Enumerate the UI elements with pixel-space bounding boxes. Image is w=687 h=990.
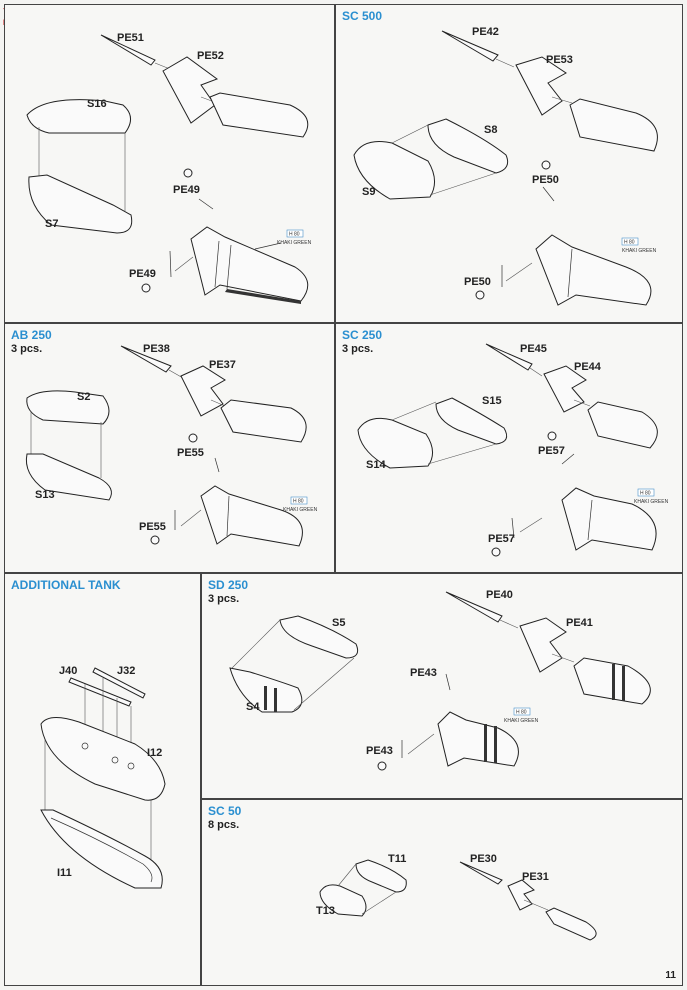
sd250-diagram xyxy=(202,574,684,800)
label-i12: I12 xyxy=(147,747,163,759)
label-s5: S5 xyxy=(332,617,346,629)
label-pe41: PE41 xyxy=(566,617,593,629)
label-pe38: PE38 xyxy=(143,343,170,355)
label-pe45: PE45 xyxy=(520,343,547,355)
pe52-bomb-body xyxy=(210,93,308,137)
sc250-bomb-body xyxy=(588,402,657,448)
panel-qty-sc250: 3 pcs. xyxy=(342,343,374,355)
color-code-sc500: H 80 xyxy=(624,239,635,246)
pe30-part xyxy=(460,862,502,884)
pe43-locator-icon xyxy=(378,762,386,770)
tank-diagram xyxy=(5,574,202,987)
label-pe43: PE43 xyxy=(410,667,437,679)
pe55-locator-icon xyxy=(189,434,197,442)
panel-title-tank: ADDITIONAL TANK xyxy=(11,578,121,592)
panel-title-sc50: SC 50 xyxy=(208,804,242,818)
label-pe51: PE51 xyxy=(117,32,144,44)
color-name-sc250: KHAKI GREEN xyxy=(634,499,669,505)
pe49-locator-icon-2 xyxy=(142,284,150,292)
label-t11: T11 xyxy=(388,853,407,865)
label-pe52: PE52 xyxy=(197,50,224,62)
panel-sc500 xyxy=(335,4,683,323)
pe37-part xyxy=(181,366,225,416)
label-pe55: PE55 xyxy=(177,447,204,459)
color-name-sc500: KHAKI GREEN xyxy=(622,248,657,254)
label-pe49: PE49 xyxy=(173,184,200,196)
panel-qty-ab250: 3 pcs. xyxy=(11,343,43,355)
pe55-locator-icon-2 xyxy=(151,536,159,544)
panel-qty-sd250: 3 pcs. xyxy=(208,593,240,605)
pe49-locator-icon xyxy=(184,169,192,177)
sc50-bomb-body xyxy=(546,908,596,940)
label-pe50: PE50 xyxy=(532,174,559,186)
ab250-diagram xyxy=(5,324,336,574)
panel-title-sc500: SC 500 xyxy=(342,9,383,23)
pe50-locator-icon-2 xyxy=(476,291,484,299)
color-name-sd250: KHAKI GREEN xyxy=(504,718,539,724)
color-code: H 80 xyxy=(289,231,300,238)
panel-qty-sc50: 8 pcs. xyxy=(208,819,240,831)
label-s7: S7 xyxy=(45,218,59,230)
label-pe57-2: PE57 xyxy=(488,533,515,545)
pe57-locator-icon xyxy=(548,432,556,440)
pe50-locator-icon xyxy=(542,161,550,169)
pe31-part xyxy=(508,880,534,910)
label-j40: J40 xyxy=(59,665,78,677)
sc50-diagram xyxy=(202,800,684,987)
pe57-locator-icon-2 xyxy=(492,548,500,556)
label-pe37: PE37 xyxy=(209,359,236,371)
label-i11: I11 xyxy=(57,867,72,879)
label-s8: S8 xyxy=(484,124,498,136)
label-s9: S9 xyxy=(362,186,376,198)
label-pe53: PE53 xyxy=(546,54,573,66)
label-s4: S4 xyxy=(246,701,260,713)
panel-title-sc250: SC 250 xyxy=(342,328,383,342)
sc500-diagram xyxy=(336,5,684,324)
label-t13: T13 xyxy=(316,905,335,917)
label-pe30: PE30 xyxy=(470,853,497,865)
page-number: 11 xyxy=(665,970,676,981)
color-code-sd250: H 80 xyxy=(516,709,527,716)
top-left-diagram xyxy=(5,5,336,324)
label-j32: J32 xyxy=(117,665,136,677)
label-s14: S14 xyxy=(366,459,386,471)
color-code-ab250: H 80 xyxy=(293,498,304,505)
assembled-bomb-sc500 xyxy=(536,235,651,305)
label-pe43-2: PE43 xyxy=(366,745,393,757)
label-pe49-2: PE49 xyxy=(129,268,156,280)
assembled-bomb-ab250 xyxy=(201,486,302,546)
color-code-sc250: H 80 xyxy=(640,490,651,497)
sc500-bomb-body xyxy=(570,99,657,151)
label-pe44: PE44 xyxy=(574,361,601,373)
color-name: KHAKI GREEN xyxy=(277,240,312,246)
label-s13: S13 xyxy=(35,489,55,501)
label-pe50-2: PE50 xyxy=(464,276,491,288)
label-pe55-2: PE55 xyxy=(139,521,166,533)
panel-ab250 xyxy=(4,323,335,573)
s16-part xyxy=(27,100,131,133)
panel-title-sd250: SD 250 xyxy=(208,578,249,592)
panel-title-ab250: AB 250 xyxy=(11,328,52,342)
label-s2: S2 xyxy=(77,391,91,403)
label-pe42: PE42 xyxy=(472,26,499,38)
panel-sd250 xyxy=(201,573,683,799)
panel-additional-tank xyxy=(4,573,201,986)
label-pe57: PE57 xyxy=(538,445,565,457)
assembled-bomb-top-left xyxy=(191,227,308,301)
s2-part xyxy=(27,391,109,424)
assembled-bomb-sc250 xyxy=(562,488,656,550)
panel-sc50 xyxy=(201,799,683,986)
label-s16: S16 xyxy=(87,98,107,110)
panel-sc250 xyxy=(335,323,683,573)
s5-part xyxy=(280,616,358,658)
ab250-bomb-body xyxy=(221,400,306,442)
label-pe40: PE40 xyxy=(486,589,513,601)
color-name-ab250: KHAKI GREEN xyxy=(283,507,318,513)
sc250-diagram xyxy=(336,324,684,574)
pe41-part xyxy=(520,618,566,672)
label-pe31: PE31 xyxy=(522,871,549,883)
panel-top-left xyxy=(4,4,335,323)
pe52-part xyxy=(163,57,217,123)
label-s15: S15 xyxy=(482,395,502,407)
